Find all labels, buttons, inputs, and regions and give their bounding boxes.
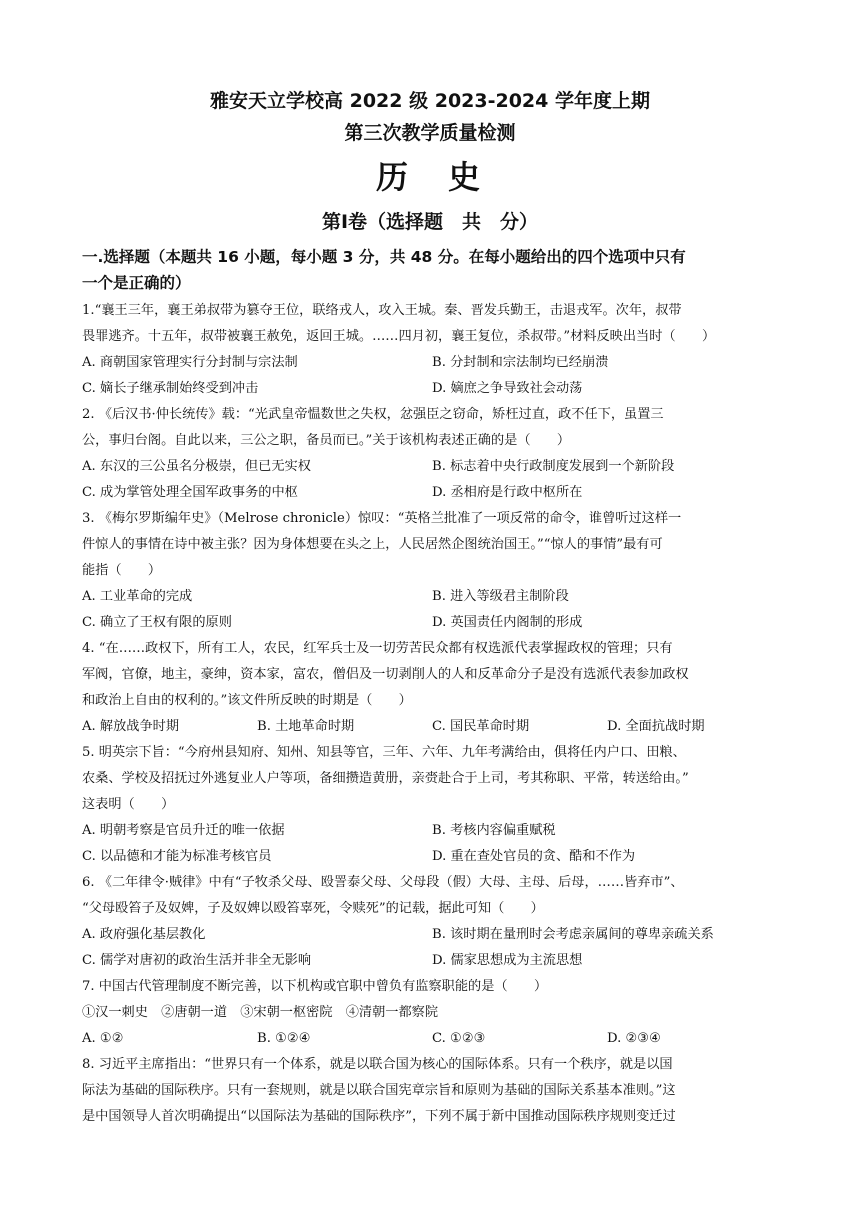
question-text: 是中国领导人首次明确提出“以国际法为基础的国际秩序”，下列不属于新中国推动国际秩序规则变迁过 <box>82 1109 676 1124</box>
option-d: D. 全面抗战时期 <box>607 719 705 734</box>
section-heading-line: 一.选择题（本题共 16 小题，每小题 3 分，共 48 分。在每小题给出的四个选项中只有 <box>82 248 686 266</box>
option-d: D. 重在查处官员的贪、酷和不作为 <box>432 849 636 864</box>
option-a: A. ①② <box>82 1031 124 1046</box>
option-c: C. 国民革命时期 <box>432 719 530 734</box>
option-b: B. ①②④ <box>257 1031 311 1046</box>
question-text: 农桑、学校及招抚过外逃复业人户等项，备细攒造黄册，亲赍赴合于上司，考其称职、平常，转送给由。” <box>82 771 689 786</box>
option-c: C. ①②③ <box>432 1031 486 1046</box>
option-b: B. 进入等级君主制阶段 <box>432 589 569 604</box>
option-b: B. 标志着中央行政制度发展到一个新阶段 <box>432 459 675 474</box>
question-text: 这表明（ ） <box>82 797 175 812</box>
question-4 <box>82 636 782 740</box>
option-a: A. 解放战争时期 <box>82 719 180 734</box>
question-text: 军阀，官僚，地主，豪绅，资本家，富农，僧侣及一切剥削人的人和反革命分子是没有选派代表参加政权 <box>82 667 689 682</box>
question-text: “父母殴笞子及奴婢，子及奴婢以殴笞辜死，令赎死”的记载，据此可知（ ） <box>82 901 544 916</box>
option-c: C. 以品德和才能为标准考核官员 <box>82 849 272 864</box>
option-a: A. 明朝考察是官员升迁的唯一依据 <box>82 823 285 838</box>
question-text: 2. 《后汉书·仲长统传》载：“光武皇帝愠数世之失权，忿强臣之窃命，矫枉过直，政不任下，虽置三 <box>82 407 664 422</box>
option-c: C. 成为掌管处理全国军政事务的中枢 <box>82 485 298 500</box>
question-text: 件惊人的事情在诗中被主张？因为身体想要在头之上，人民居然企图统治国王。”“惊人的事情”最有可 <box>82 537 663 552</box>
option-b: B. 分封制和宗法制均已经崩溃 <box>432 355 609 370</box>
question-7 <box>82 974 782 1052</box>
option-c: C. 确立了王权有限的原则 <box>82 615 232 630</box>
option-d: D. 嫡庶之争导致社会动荡 <box>432 381 583 396</box>
subject-title: 历 史 <box>375 158 484 196</box>
question-text: 际法为基础的国际秩序。只有一套规则，就是以联合国宪章宗旨和原则为基础的国际关系基本准则。”这 <box>82 1083 676 1098</box>
option-d: D. 丞相府是行政中枢所在 <box>432 485 583 500</box>
question-text: 3. 《梅尔罗斯编年史》（Melrose chronicle）惊叹：“英格兰批准了一项反常的命令，谁曾听过这样一 <box>82 511 682 526</box>
question-5 <box>82 740 782 870</box>
question-text: 和政治上自由的权利的。”该文件所反映的时期是（ ） <box>82 693 412 708</box>
option-a: A. 政府强化基层教化 <box>82 927 206 942</box>
option-a: A. 东汉的三公虽名分极崇，但已无实权 <box>82 459 311 474</box>
option-c: C. 儒学对唐初的政治生活并非全无影响 <box>82 953 312 968</box>
exam-title: 雅安天立学校高 2022 级 2023-2024 学年度上期 <box>210 90 650 112</box>
exam-subtitle: 第三次教学质量检测 <box>344 122 516 144</box>
question-text: 5. 明英宗下旨：“今府州县知府、知州、知县等官，三年、六年、九年考满给由，俱将任内户口、田粮、 <box>82 745 686 760</box>
option-a: A. 商朝国家管理实行分封制与宗法制 <box>82 355 298 370</box>
part-title: 第Ⅰ卷（选择题 共 分） <box>321 211 539 233</box>
option-b: B. 该时期在量刑时会考虑亲属间的尊卑亲疏关系 <box>432 927 714 942</box>
question-1 <box>82 298 782 402</box>
question-text: 8. 习近平主席指出：“世界只有一个体系，就是以联合国为核心的国际体系。只有一个秩序，就是以国 <box>82 1057 673 1072</box>
question-list <box>82 298 782 1130</box>
option-b: B. 土地革命时期 <box>257 719 355 734</box>
question-text: 1.“襄王三年，襄王弟叔带为篡夺王位，联络戎人，攻入王城。秦、晋发兵勤王，击退戎军。次年，叔带 <box>82 303 682 318</box>
option-d: D. 英国责任内阁制的形成 <box>432 615 583 630</box>
question-6 <box>82 870 782 974</box>
option-d: D. ②③④ <box>607 1031 661 1046</box>
option-a: A. 工业革命的完成 <box>82 589 193 604</box>
question-text: 4. “在……政权下，所有工人，农民，红军兵士及一切劳苦民众都有权选派代表掌握政权的管理；只有 <box>82 641 673 656</box>
option-c: C. 嫡长子继承制始终受到冲击 <box>82 381 259 396</box>
section-heading-line: 一个是正确的） <box>82 274 191 292</box>
question-text: 能指（ ） <box>82 563 162 578</box>
question-8 <box>82 1052 782 1130</box>
option-d: D. 儒家思想成为主流思想 <box>432 953 583 968</box>
option-b: B. 考核内容偏重赋税 <box>432 823 556 838</box>
question-text: 6. 《二年律令·贼律》中有“子牧杀父母、殴詈泰父母、父母段（假）大母、主母、后母，……皆弃市”、 <box>82 875 684 890</box>
question-text: 7. 中国古代管理制度不断完善，以下机构或官职中曾负有监察职能的是（ ） <box>82 979 548 994</box>
section-heading <box>82 244 782 296</box>
question-2 <box>82 402 782 506</box>
question-3 <box>82 506 782 636</box>
question-text: 公，事归台阁。自此以来，三公之职，备员而已。”关于该机构表述正确的是（ ） <box>82 433 571 448</box>
question-text: ①汉一刺史 ②唐朝一道 ③宋朝一枢密院 ④清朝一都察院 <box>82 1005 439 1020</box>
question-text: 畏罪逃齐。十五年，叔带被襄王赦免，返回王城。……四月初，襄王复位，杀叔带。”材料反映出当时（ ） <box>82 329 716 344</box>
